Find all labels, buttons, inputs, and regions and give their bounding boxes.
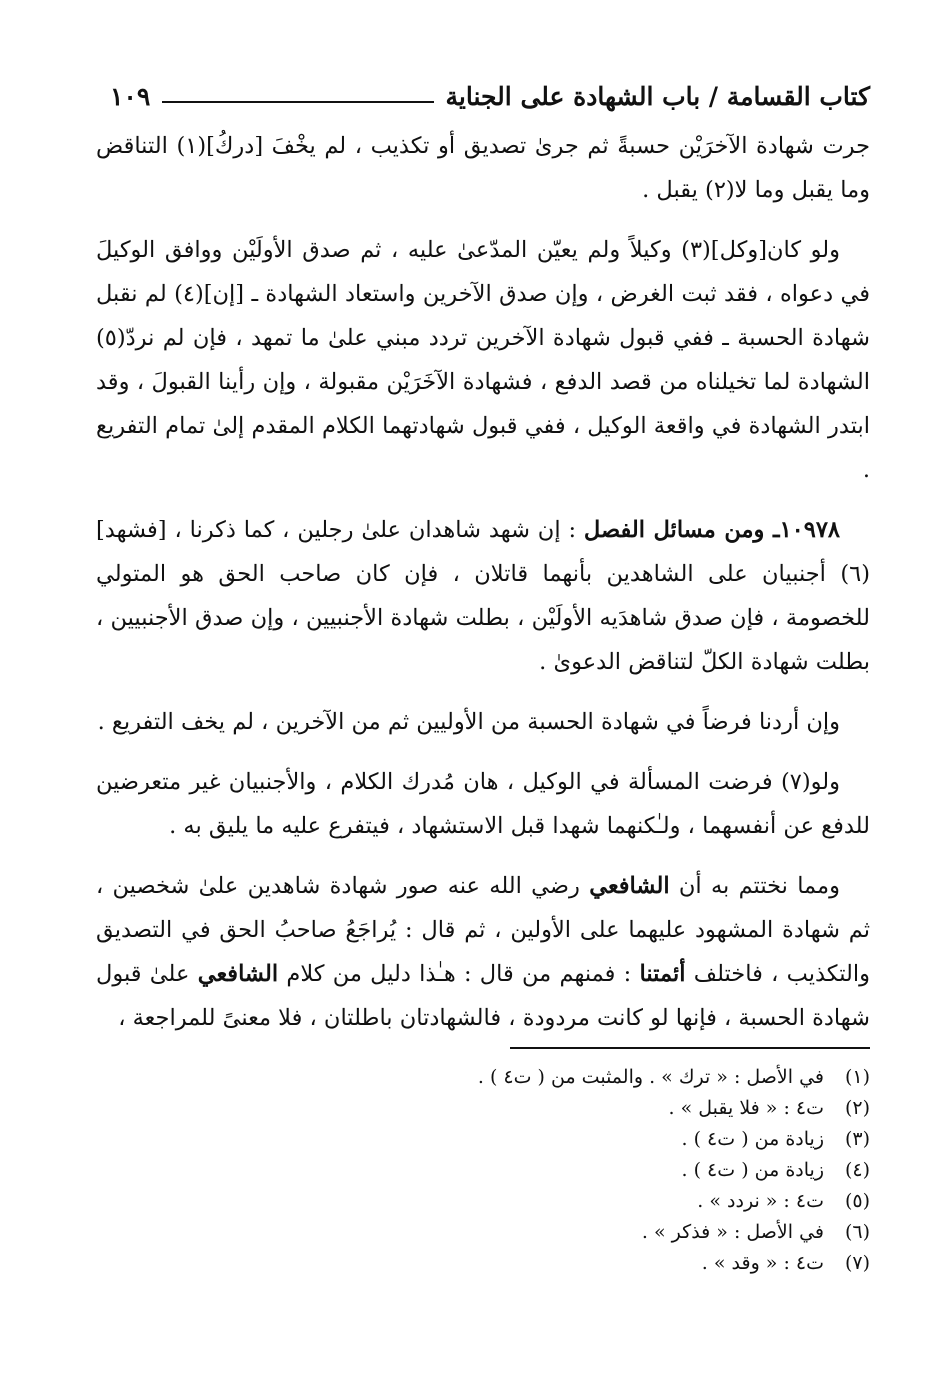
footnote: [270, 1155, 870, 1186]
footnote-text: ت٤ : « وقد » .: [701, 1252, 824, 1274]
paragraph: [96, 124, 870, 212]
footnote-number: (٤): [844, 1159, 870, 1181]
footnote: [270, 1217, 870, 1248]
bold-term: ١٠٩٧٨ـ ومن مسائل الفصل: [583, 517, 840, 543]
text-run: : إن شهد شاهدان علىٰ رجلين ، كما ذكرنا ، [فشهد](٦) أجنبيان على الشاهدين بأنهما قاتلان ، فإن كان صاحب الحق هو المتولي للخصومة ، فإن صدق شاهدَيه الأولَيْن ، بطلت شهادة الأجنبيين ، وإن صدق الأجنبيين ، بطلت شهادة الكلّ لتناقض الدعوىٰ .: [96, 517, 870, 675]
header-rule: [162, 101, 433, 103]
footnote: [270, 1124, 870, 1155]
footnote-separator: [510, 1047, 870, 1049]
text-run: وإن أردنا فرضاً في شهادة الحسبة من الأوليين ثم من الآخرين ، لم يخف التفريع .: [97, 709, 840, 735]
text-run: ولو(٧) فرضت المسألة في الوكيل ، هان مُدرك الكلام ، والأجنبيان غير متعرضين للدفع عن أنفسهما ، ولـٰكنهما شهدا قبل الاستشهاد ، فيتفرع عليه ما يليق به .: [96, 769, 870, 839]
bold-term: الشافعي: [197, 961, 279, 987]
footnote-number: (٥): [844, 1190, 870, 1212]
footnote-text: زيادة من ( ت٤ ) .: [681, 1128, 824, 1150]
page-number: ١٠٩: [110, 81, 151, 111]
footnote: [270, 1093, 870, 1124]
running-header: [110, 76, 870, 116]
footnote: [270, 1186, 870, 1217]
footnote: [270, 1248, 870, 1279]
paragraph: [96, 864, 870, 1040]
text-run: جرت شهادة الآخرَيْن حسبةً ثم جرىٰ تصديق أو تكذيب ، لم يخْفَ [دركُ](١) التناقض وما يقبل وما لا(٢) يقبل .: [96, 133, 870, 203]
text-run: : فمنهم من قال : هـٰذا دليل من كلام: [278, 961, 640, 987]
footnote-text: زيادة من ( ت٤ ) .: [681, 1159, 824, 1181]
text-run: علىٰ قبول شهادة الحسبة ، فإنها لو كانت مردودة ، فالشهادتان باطلتان ، فلا معنىً للمراجعة ،: [96, 961, 870, 1031]
footnotes: [270, 1062, 870, 1279]
text-run: رضي الله عنه صور شهادة شاهدين علىٰ شخصين ، ثم شهادة المشهود عليهما على الأولين ، ثم قال : يُراجَعُ صاحبُ الحق في التصديق والتكذيب ، فاختلف: [96, 873, 870, 987]
chapter-title: كتاب القسامة / باب الشهادة على الجناية: [445, 81, 870, 111]
footnote-text: في الأصل : « ترك » . والمثبت من ( ت٤ ) .: [477, 1066, 824, 1088]
footnote-number: (٧): [844, 1252, 870, 1274]
footnote-number: (١): [844, 1066, 870, 1088]
footnote-text: ت٤ : « فلا يقبل » .: [668, 1097, 824, 1119]
text-run: ومما نختتم به أن: [669, 873, 840, 899]
footnote-number: (٣): [844, 1128, 870, 1150]
text-run: ولو كان[وكل](٣) وكيلاً ولم يعيّن المدّعىٰ عليه ، ثم صدق الأولَيْن ووافق الوكيلَ في دعواه ، فقد ثبت الغرض ، وإن صدق الآخرين واستعاد الشهادة ـ [إن](٤) لم نقبل شهادة الحسبة ـ ففي قبول شهادة الآخرين تردد مبني علىٰ ما تمهد ، فإن لم نردّ(٥) الشهادة لما تخيلناه من قصد الدفع ، فشهادة الآخَرَيْن مقبولة ، وإن رأينا القبولَ ، وقد ابتدر الشهادة في واقعة الوكيل ، ففي قبول شهادتهما الكلام المقدم إلىٰ تمام التفريع .: [96, 237, 870, 483]
paragraph: [96, 700, 870, 744]
footnote: [270, 1062, 870, 1093]
footnote-text: في الأصل : « فذكر » .: [641, 1221, 824, 1243]
bold-term: الشافعي: [589, 873, 670, 899]
footnote-number: (٦): [844, 1221, 870, 1243]
paragraph: [96, 760, 870, 848]
bold-term: أئمتنا: [639, 961, 686, 987]
footnote-text: ت٤ : « نردد » .: [697, 1190, 824, 1212]
paragraph: [96, 228, 870, 492]
main-text: [96, 124, 870, 1040]
paragraph: [96, 508, 870, 684]
footnote-number: (٢): [844, 1097, 870, 1119]
